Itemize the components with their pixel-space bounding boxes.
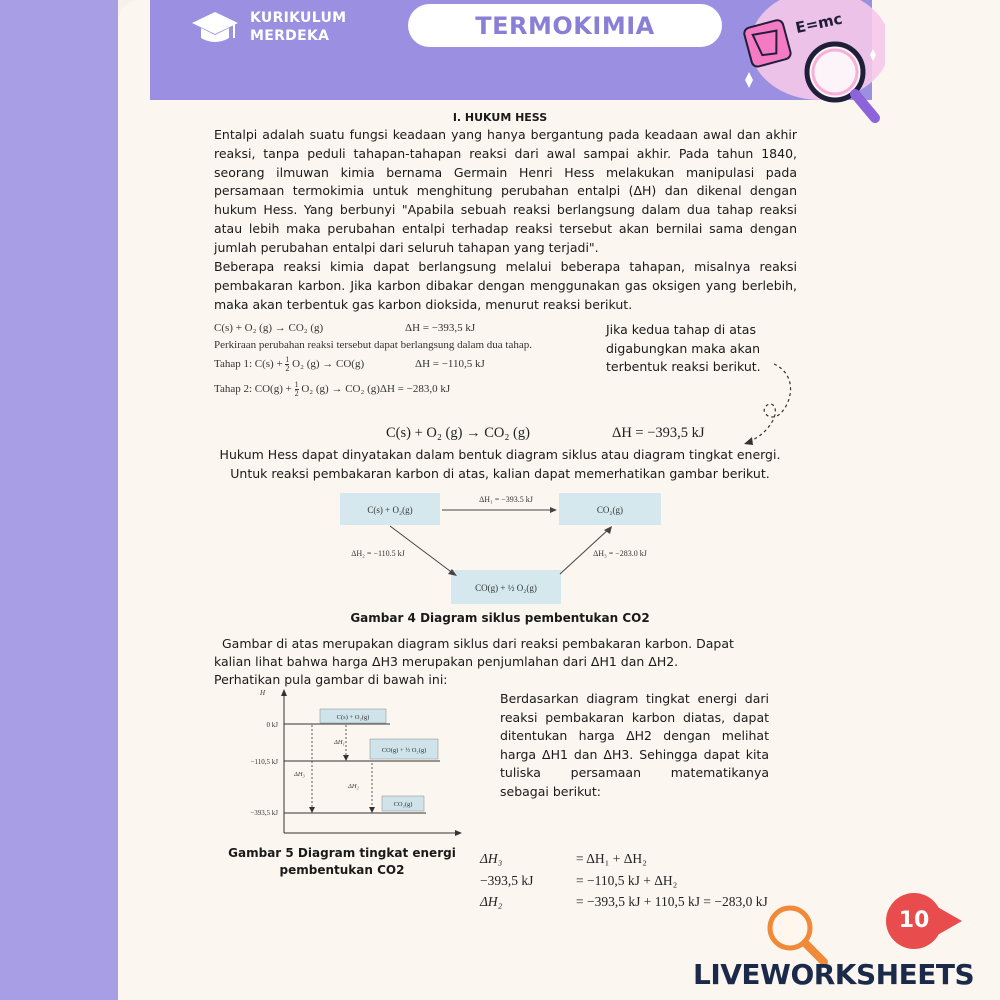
brand-label <box>250 9 346 45</box>
figure-5-caption <box>222 845 462 879</box>
step1-fraction: $\frac{1}{2}$ <box>285 355 290 373</box>
reaction-estimate-text: Perkiraan perubahan reaksi tersebut dapat berlangsung dalam dua tahap. <box>214 339 532 351</box>
reaction-main <box>214 322 476 334</box>
energy-box-top-label: C(s) + O₂(g) <box>336 714 370 721</box>
cycle-box-left-label: C(s) + O₂(g) <box>367 505 413 515</box>
math-row-3-rhs: = −393,5 kJ + 110,5 kJ = −283,0 kJ <box>576 894 768 909</box>
combined-dh: ΔH = −393,5 kJ <box>612 425 705 441</box>
explain-line-1: Gambar di atas merupakan diagram siklus dari reaksi pembakaran karbon. Dapat <box>222 636 734 651</box>
figure-5-caption-line-2: pembentukan CO2 <box>279 863 405 877</box>
energy-dh1: ΔH₁ <box>334 739 345 746</box>
page-title: TERMOKIMIA <box>408 4 722 47</box>
energy-level-2: −393,5 kJ <box>250 809 278 817</box>
math-row-2-rhs: = −110,5 kJ + ΔH₂ <box>576 873 678 888</box>
reaction-step-2 <box>214 381 450 398</box>
math-row-1-lhs: ΔH₃ <box>480 851 503 866</box>
energy-dh3: ΔH₃ <box>294 771 305 778</box>
reaction-main-eq: C(s) + O₂ (g) → CO₂ (g) <box>214 322 324 334</box>
hess-text-line-1: Hukum Hess dapat dinyatakan dalam bentuk diagram siklus atau diagram tingkat energi. <box>219 447 781 462</box>
liveworksheets-logo: LIVEWORKSHEETS <box>693 958 975 991</box>
page-number: 10 <box>886 893 942 949</box>
emc-label: E=mc <box>793 9 844 37</box>
combined-equation: C(s) + O₂ (g) → CO₂ (g) <box>386 425 530 441</box>
section-title: I. HUKUM HESS <box>452 111 548 124</box>
reaction-main-dh: ΔH = −393,5 kJ <box>405 322 476 334</box>
math-row-2-lhs: −393,5 kJ <box>480 873 534 888</box>
figure-5-caption-line-1: Gambar 5 Diagram tingkat energi <box>228 846 456 860</box>
graduation-cap-icon <box>190 8 240 48</box>
cycle-dh1-label: ΔH₁ = −393.5 kJ <box>479 495 533 504</box>
brand-line-1: KURIKULUM <box>250 10 347 26</box>
brand-line-2: MERDEKA <box>250 28 330 44</box>
cycle-box-right-label: CO₂(g) <box>596 505 624 515</box>
math-row-1-rhs: = ΔH₁ + ΔH₂ <box>576 851 647 866</box>
explain-line-3: Perhatikan pula gambar di bawah ini: <box>214 672 448 687</box>
paragraph-carbon: Beberapa reaksi kimia dapat berlangsung melalui beberapa tahapan, misalnya reaksi pembakaran karbon. Jika karbon dibakar dengan menggunakan gas oksigen yang berlebih, maka akan terbentuk gas karbon dioksida, menurut reaksi berikut. <box>214 259 797 312</box>
reaction-step-1 <box>214 355 485 373</box>
hess-text-line-2: Untuk reaksi pembakaran karbon di atas, kalian dapat memerhatikan gambar berikut. <box>230 466 770 481</box>
cycle-diagram <box>338 488 664 608</box>
step1-prefix: Tahap 1: C(s) + <box>214 358 283 371</box>
figure-4-caption: Gambar 4 Diagram siklus pembentukan CO2 <box>350 611 650 625</box>
left-band <box>0 0 118 1000</box>
math-row-3-lhs: ΔH₂ <box>480 894 503 909</box>
side-note: Jika kedua tahap di atas digabungkan maka akan terbentuk reaksi berikut. <box>606 322 761 374</box>
energy-dh2: ΔH₂ <box>348 783 359 790</box>
step1-suffix: O₂ (g) → CO(g) <box>292 358 365 371</box>
cycle-box-bottom-label: CO(g) + ½ O₂(g) <box>475 583 537 593</box>
step2-fraction: $\frac{1}{2}$ <box>294 380 299 398</box>
explain-line-2: kalian lihat bahwa harga ΔH3 merupakan penjumlahan dari ΔH1 dan ΔH2. <box>214 654 679 669</box>
step2-prefix: Tahap 2: CO(g) + <box>214 383 292 396</box>
step1-dh: ΔH = −110,5 kJ <box>415 358 485 370</box>
energy-level-1: −110,5 kJ <box>250 758 278 766</box>
energy-box-mid-label: CO(g) + ½ O₂(g) <box>381 747 427 754</box>
paragraph-intro: Entalpi adalah suatu fungsi keadaan yang hanya bergantung pada keadaan awal dan akhir reaksi, tanpa peduli tahapan-tahapan reaksi dari awal sampai akhir. Pada tahun 1840, seorang ilmuwan kimia bernama Germain Henri Hess melakukan manipulasi pada persamaan termokimia untuk menghitung perubahan entalpi (ΔH) dan dikenal dengan hukum Hess. Yang berbunyi "Apabila sebuah reaksi berlangsung dalam dua tahap reaksi atau lebih maka perubahan entalpi terhadap reaksi tersebut akan bernilai sama dengan jumlah perubahan entalpi dari seluruh tahapan yang terjadi". <box>214 127 797 255</box>
energy-level-0: 0 kJ <box>266 721 278 729</box>
energy-axis-label: H <box>260 689 266 697</box>
energy-box-bot-label: CO₂(g) <box>393 801 413 808</box>
dashed-arrow-icon <box>740 360 800 450</box>
step2-suffix: O₂ (g) → CO₂ (g)ΔH = −283,0 kJ <box>301 383 451 396</box>
energy-level-diagram <box>242 687 464 839</box>
cycle-dh2-label: ΔH₂ = −110.5 kJ <box>351 549 405 558</box>
cycle-dh3-label: ΔH₃ = −283.0 kJ <box>593 549 647 558</box>
right-explanation: Berdasarkan diagram tingkat energi dari reaksi pembakaran karbon diatas, dapat ditentukan harga ΔH2 dengan melihat harga ΔH1 dan ΔH3. Sehingga dapat kita tuliska persamaan matematikanya sebagai berikut: <box>500 691 769 799</box>
